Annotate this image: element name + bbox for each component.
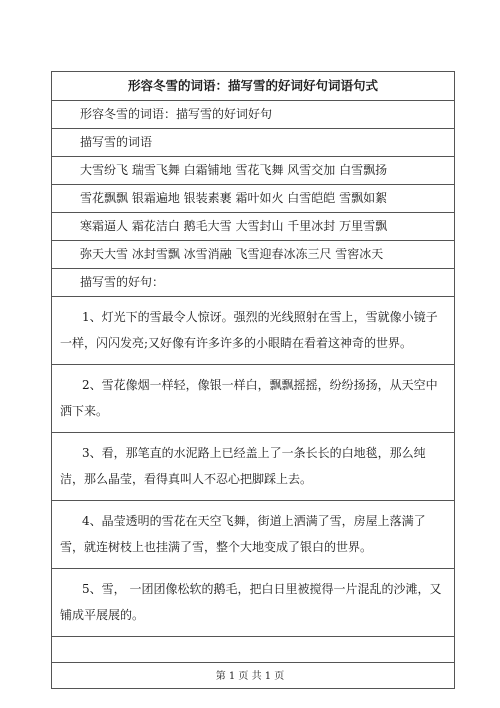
document-subtitle: 形容冬雪的词语：描写雪的好词好句 (52, 101, 454, 129)
sentence-text: 5、雪， 一团团像松软的鹅毛，把白日里被搅得一片混乱的沙滩，又铺成平展展的。 (60, 582, 442, 622)
document-title: 形容冬雪的词语：描写雪的好词好句词语句式 (52, 72, 454, 101)
empty-row (52, 637, 454, 663)
word-row: 寒霜逼人 霜花洁白 鹅毛大雪 大雪封山 千里冰封 万里雪飘 (52, 213, 454, 241)
sentence-paragraph (52, 297, 454, 365)
sentence-paragraph (52, 433, 454, 501)
page-footer: 第 1 页 共 1 页 (215, 671, 285, 682)
sentence-text: 2、雪花像烟一样轻，像银一样白，飘飘摇摇，纷纷扬扬，从天空中洒下来。 (60, 378, 438, 418)
sentence-text: 1、灯光下的雪最令人惊讶。强烈的光线照射在雪上，雪就像小镜子一样，闪闪发亮;又好像有许多许多的小眼睛在看着这神奇的世界。 (60, 310, 438, 350)
word-row: 雪花飘飘 银霜遍地 银装素裹 霜叶如火 白雪皑皑 雪飘如絮 (52, 185, 454, 213)
sentence-text: 3、看，那笔直的水泥路上已经盖上了一条长长的白地毯，那么纯洁，那么晶莹，看得真叫人不忍心把脚踩上去。 (60, 446, 426, 486)
sentence-paragraph (52, 501, 454, 569)
sentence-text: 4、晶莹透明的雪花在天空飞舞，街道上洒满了雪，房屋上落满了雪，就连树枝上也挂满了雪，整个大地变成了银白的世界。 (60, 514, 426, 554)
sentence-paragraph (52, 569, 454, 637)
document-table (51, 71, 455, 689)
words-heading: 描写雪的词语 (52, 129, 454, 157)
sentence-paragraph (52, 365, 454, 433)
word-row: 大雪纷飞 瑞雪飞舞 白霜铺地 雪花飞舞 风雪交加 白雪飘扬 (52, 157, 454, 185)
sentences-heading: 描写雪的好句： (52, 269, 454, 297)
word-row: 弥天大雪 冰封雪飘 冰雪消融 飞雪迎春冰冻三尺 雪窖冰天 (52, 241, 454, 269)
